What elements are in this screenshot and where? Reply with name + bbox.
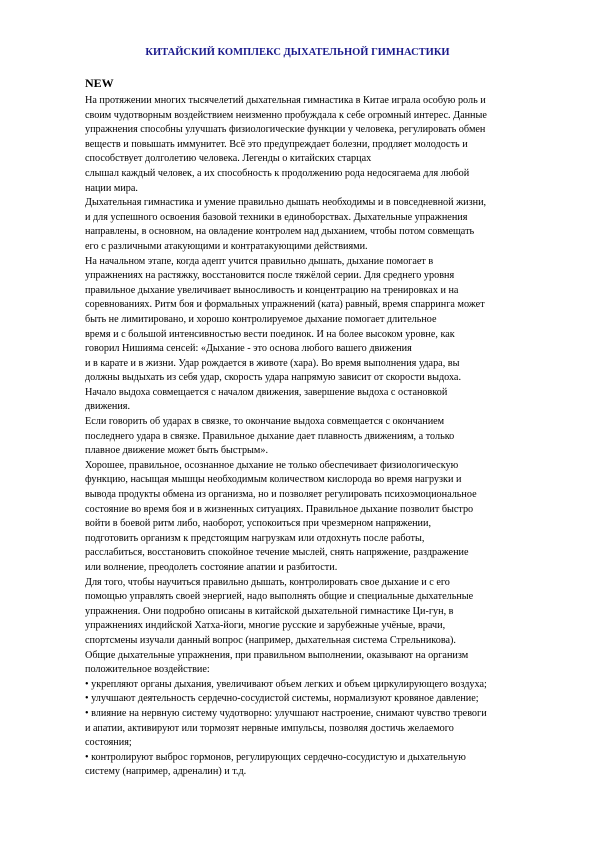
text-line: Если говорить об ударах в связке, то окончание выдоха совмещается с окончанием bbox=[85, 416, 445, 428]
text-line: его с различными атакующими и контратакующими действиями. bbox=[85, 240, 368, 252]
text-line: и апатии, активируют или тормозят нервные импульсы, позволяя достичь желаемого bbox=[85, 722, 454, 734]
text-line: • укрепляют органы дыхания, увеличивают объем легких и объем циркулирующего воздуха; bbox=[85, 678, 487, 690]
text-line: направлены, в основном, на овладение контролем над дыханием, чтобы потом совмещать bbox=[85, 226, 475, 238]
text-line: вывода продукты обмена из организма, но и позволяет регулировать психоэмоциональное bbox=[85, 489, 477, 501]
text-line: соревнованиях. Ритм боя и формальных упражнений (ката) равный, время спарринга может bbox=[85, 299, 485, 311]
text-line: движения. bbox=[85, 401, 131, 413]
text-line: спортсмены изучали данный вопрос (например, дыхательная система Стрельникова). bbox=[85, 634, 456, 646]
text-line: должны выдыхать из себя удар, скорость удара напрямую зависит от скорости выдоха. bbox=[85, 372, 461, 384]
text-line: и в карате и в жизни. Удар рождается в животе (хара). Во время выполнения удара, вы bbox=[85, 357, 460, 369]
text-line: систему (например, адреналин) и т.д. bbox=[85, 766, 247, 778]
text-line: время и с большой интенсивностью вести поединок. И на более высоком уровне, как bbox=[85, 328, 455, 340]
text-line: слышал каждый человек, а их способность к продолжению рода недосягаема для любой bbox=[85, 167, 470, 179]
new-label: NEW bbox=[85, 76, 114, 90]
text-line: На протяжении многих тысячелетий дыхательная гимнастика в Китае играла особую роль и bbox=[85, 95, 486, 106]
text-line: Дыхательная гимнастика и умение правильно дышать необходимы и в повседневной жизни, bbox=[85, 197, 487, 209]
text-line: упражнениях на растяжку, восстановится после тяжёлой серии. Для среднего уровня bbox=[85, 270, 455, 282]
text-line: последнего удара в связке. Правильное дыхание дает плавность движениям, а только bbox=[85, 430, 455, 442]
text-line: помощью управлять своей энергией, надо выполнять общие и специальные дыхательные bbox=[85, 591, 474, 603]
text-line: быть не лимитировано, и хорошо контролируемое дыхание помогает длительное bbox=[85, 313, 437, 325]
text-line: способствует долголетию человека. Легенды о китайских старцах bbox=[85, 153, 372, 165]
text-line: • влияние на нервную систему чудотворно: улучшают настроение, снимают чувство тревоги bbox=[85, 707, 487, 719]
text-line: Для того, чтобы научиться правильно дышать, контролировать свое дыхание и с его bbox=[85, 576, 450, 588]
text-line: Хорошее, правильное, осознанное дыхание не только обеспечивает физиологическую bbox=[85, 459, 459, 471]
text-line: нации мира. bbox=[85, 182, 138, 194]
document-body bbox=[85, 94, 561, 780]
text-line: Общие дыхательные упражнения, при правильном выполнении, оказывают на организм bbox=[85, 649, 469, 661]
text-line: расслабиться, восстановить спокойное течение мыслей, снять напряжение, раздражение bbox=[85, 547, 469, 559]
text-line: и для успешного освоения базовой техники в единоборствах. Дыхательные упражнения bbox=[85, 211, 468, 223]
text-line: На начальном этапе, когда адепт учится правильно дышать, дыхание помогает в bbox=[85, 255, 434, 267]
text-line: функцию, насыщая мышцы необходимым количеством кислорода во время нагрузки и bbox=[85, 474, 462, 486]
text-line: правильное дыхание увеличивает выносливость и концентрацию на тренировках и на bbox=[85, 284, 459, 296]
text-line: • улучшают деятельность сердечно-сосудистой системы, нормализуют кровяное давление; bbox=[85, 693, 479, 705]
text-line: упражнения способны улучшать физиологические функции у человека, регулировать обмен bbox=[85, 124, 486, 136]
text-line: состояние во время боя и в жизненных ситуациях. Правильное дыхание позволит быстро bbox=[85, 503, 474, 515]
text-line: • контролируют выброс гормонов, регулирующих сердечно-сосудистую и дыхательную bbox=[85, 751, 466, 763]
text-line: положительное воздействие: bbox=[85, 664, 210, 676]
text-line: войти в боевой ритм либо, наоборот, успокоиться при чрезмерном напряжении, bbox=[85, 518, 432, 530]
text-line: упражнения. Они подробно описаны в китайской дыхательной гимнастике Ци-гун, в bbox=[85, 605, 454, 617]
text-line: состояния; bbox=[85, 737, 132, 749]
text-line: плавное движение может быть быстрым». bbox=[85, 445, 268, 457]
text-line: Начало выдоха совмещается с началом движения, завершение выдоха с остановкой bbox=[85, 386, 448, 398]
text-line: говорил Нишияма сенсей: «Дыхание - это основа любого вашего движения bbox=[85, 343, 412, 355]
document-title: КИТАЙСКИЙ КОМПЛЕКС ДЫХАТЕЛЬНОЙ ГИМНАСТИКИ bbox=[145, 47, 450, 58]
text-line: упражнениях индийской Хатха-йоги, многие русские и зарубежные учёные, врачи, bbox=[85, 620, 446, 632]
text-line: веществ и повышать иммунитет. Всё это предупреждает болезни, продляет молодость и bbox=[85, 138, 468, 150]
text-line: своим чудотворным воздействием неизменно пробуждала к себе огромный интерес. Данные bbox=[85, 109, 487, 121]
text-line: подготовить организм к предстоящим нагрузкам или отдохнуть после работы, bbox=[85, 532, 425, 544]
text-line: или волнение, преодолеть состояние апатии и разбитости. bbox=[85, 562, 338, 573]
